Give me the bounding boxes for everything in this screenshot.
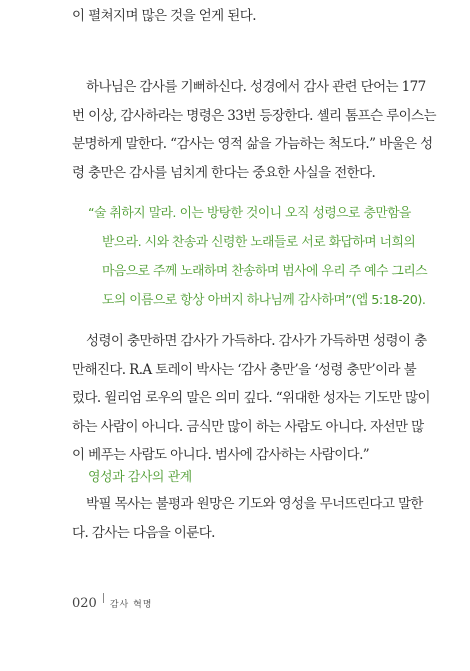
section-heading: 영성과 감사의 관계 (88, 470, 192, 485)
running-title: 감사 혁명 (109, 600, 153, 610)
paragraph-spirit-filled (72, 327, 430, 470)
page-number: 020 (72, 596, 97, 611)
text-line: 하는 사람이 아니다. 금식만 많이 하는 사람도 아니다. 자선만 많 (72, 418, 424, 435)
text-line: 만해진다. R.A 토레이 박사는 ‘감사 충만’을 ‘성령 충만’이라 불 (72, 361, 417, 378)
page-footer (72, 596, 152, 611)
quote-line: 받으라. 시와 찬송과 신령한 노래들로 서로 화답하며 너희의 (102, 235, 416, 250)
quote-line: “술 취하지 말라. 이는 방탕한 것이니 오직 성령으로 충만함을 (88, 206, 411, 221)
text-line: 이 펼쳐지며 많은 것을 얻게 된다. (72, 8, 256, 24)
text-line: 이 베푸는 사람도 아니다. 범사에 감사하는 사람이다.” (72, 447, 370, 463)
quote-line: 마음으로 주께 노래하며 찬송하며 범사에 우리 주 예수 그리스 (102, 264, 428, 279)
paragraph-continuation (72, 2, 402, 31)
text-line: 령 충만은 감사를 넘치게 한다는 중요한 사실을 전한다. (72, 164, 376, 181)
text-line: 분명하게 말한다. “감사는 영적 삶을 가늠하는 척도다.” 바울은 성 (72, 136, 433, 152)
text-line: 박필 목사는 불평과 원망은 기도와 영성을 무너뜨린다고 말한 (86, 496, 423, 512)
quote-line: 도의 이름으로 항상 아버지 하나님께 감사하며”(엡 5:18-20). (102, 293, 426, 308)
paragraph-complaint (72, 490, 423, 547)
text-line: 번 이상, 감사하라는 명령은 33번 등장한다. 셸리 톰프슨 루이스는 (72, 107, 436, 124)
paragraph-gratitude-pleases-god (72, 73, 436, 187)
footer-divider (103, 593, 104, 603)
text-line: 하나님은 감사를 기뻐하신다. 성경에서 감사 관련 단어는 177 (86, 79, 426, 95)
scripture-quote (88, 199, 428, 315)
text-line: 성령이 충만하면 감사가 가득하다. 감사가 가득하면 성령이 충 (86, 333, 427, 349)
text-line: 다. 감사는 다음을 이룬다. (72, 524, 215, 541)
text-line: 렀다. 윌리엄 로우의 말은 의미 깊다. “위대한 성자는 기도만 많이 (72, 390, 430, 406)
